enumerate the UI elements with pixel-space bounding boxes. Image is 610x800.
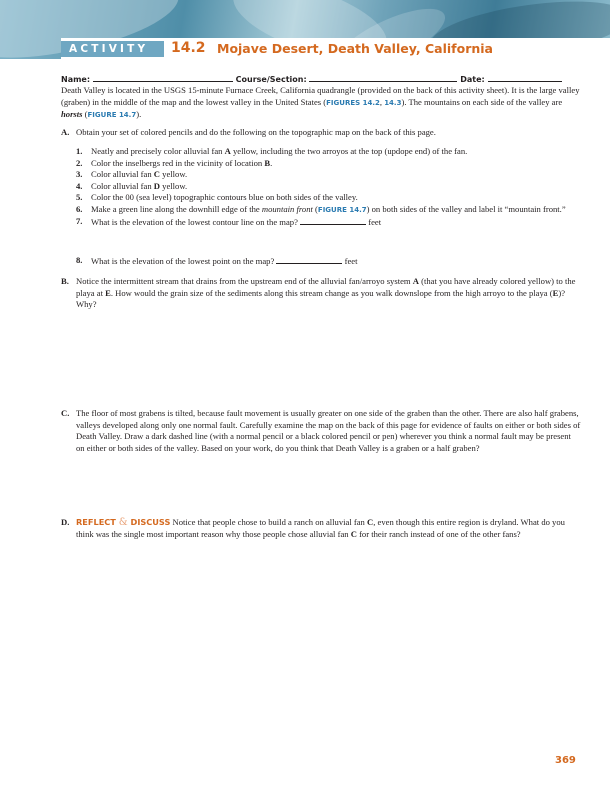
section-letter: B. xyxy=(61,276,69,286)
date-label: Date: xyxy=(460,75,485,84)
task-item: 8. What is the elevation of the lowest point on the map? feet xyxy=(76,255,358,266)
task-item: 1. Neatly and precisely color alluvial fan A yellow, including the two arroyos at the top (updope end) of the fan. xyxy=(76,146,468,156)
section-letter: D. xyxy=(61,517,70,527)
student-info-line xyxy=(61,73,562,85)
course-label: Course/Section: xyxy=(235,75,307,84)
section-letter: A. xyxy=(61,127,70,137)
section-c-question: C. The floor of most grabens is tilted, because fault movement is usually greater on one side of the graben than the other. There are also half grabens, valleys developed along only one normal fault. Carefully examine the map on the back of this page for evidence of faults on either or both sides of Death Valley. Draw a dark dashed line (with a normal pencil or a black colored pencil or pen) wherever you think a normal fault may be present on either or both sides of the valley. Based on your work, do you think that Death Valley is a graben or a half graben? xyxy=(61,408,581,453)
figure-ref[interactable]: 14.3 xyxy=(384,98,402,107)
section-a-prompt: A. Obtain your set of colored pencils and do the following on the topographic map on the back of this page. xyxy=(61,127,436,137)
answer-blank[interactable] xyxy=(276,255,342,264)
task-item: 2. Color the inselbergs red in the vicinity of location B. xyxy=(76,157,273,168)
section-d-question: D. REFLECT & DISCUSS Notice that people chose to build a ranch on alluvial fan C, even though this entire region is dryland. What do you think was the single most important reason why those people chose alluvial fan C for their ranch instead of one of the other fans? xyxy=(61,517,565,539)
task-item: 7. What is the elevation of the lowest contour line on the map? feet xyxy=(76,216,382,227)
section-b-question: B. Notice the intermittent stream that drains from the upstream end of the alluvial fan/arroyo system A (that you have already colored yellow) to the playa at E. How would the grain size of the sediments along this stream change as you walk downslope from the high arroyo to the playa (E)? Why? xyxy=(61,276,576,309)
figure-ref[interactable]: FIGURE 14.7 xyxy=(87,111,137,119)
intro-paragraph: Death Valley is located in the USGS 15-minute Furnace Creek, California quadrangle (provided on the back of this activity sheet). It is the large valley (graben) in the middle of the map and the lowest valley in the United States (FIGURES 14.2, 14.3). The mountains on each side of the valley are horsts (FIGURE 14.7). xyxy=(61,85,580,119)
task-item: 6. Make a green line along the downhill edge of the mountain front (FIGURE 14.7) on both sides of the valley and label it “mountain front.” xyxy=(76,203,566,214)
activity-number: 14.2 xyxy=(171,40,206,56)
date-field[interactable] xyxy=(488,73,562,82)
activity-title-bar xyxy=(61,38,610,59)
section-letter: C. xyxy=(61,408,70,418)
horsts-term: horsts xyxy=(61,109,83,119)
page-number: 369 xyxy=(555,755,576,766)
answer-blank[interactable] xyxy=(300,216,366,225)
name-label: Name: xyxy=(61,75,91,84)
activity-label: ACTIVITY xyxy=(61,41,164,57)
figure-ref[interactable]: FIGURES 14.2 xyxy=(326,98,380,107)
task-item: 5. Color the 00 (sea level) topographic contours blue on both sides of the valley. xyxy=(76,192,358,202)
task-item: 3. Color alluvial fan C yellow. xyxy=(76,169,188,179)
section-a-tasks xyxy=(76,146,581,229)
activity-title: Mojave Desert, Death Valley, California xyxy=(217,41,493,56)
task-item: 4. Color alluvial fan D yellow. xyxy=(76,180,188,191)
name-field[interactable] xyxy=(93,73,233,82)
reflect-discuss-heading: REFLECT & DISCUSS xyxy=(76,517,171,528)
course-field[interactable] xyxy=(309,73,457,82)
figure-ref[interactable]: FIGURE 14.7 xyxy=(317,205,367,214)
section-a-task-8 xyxy=(76,255,581,268)
